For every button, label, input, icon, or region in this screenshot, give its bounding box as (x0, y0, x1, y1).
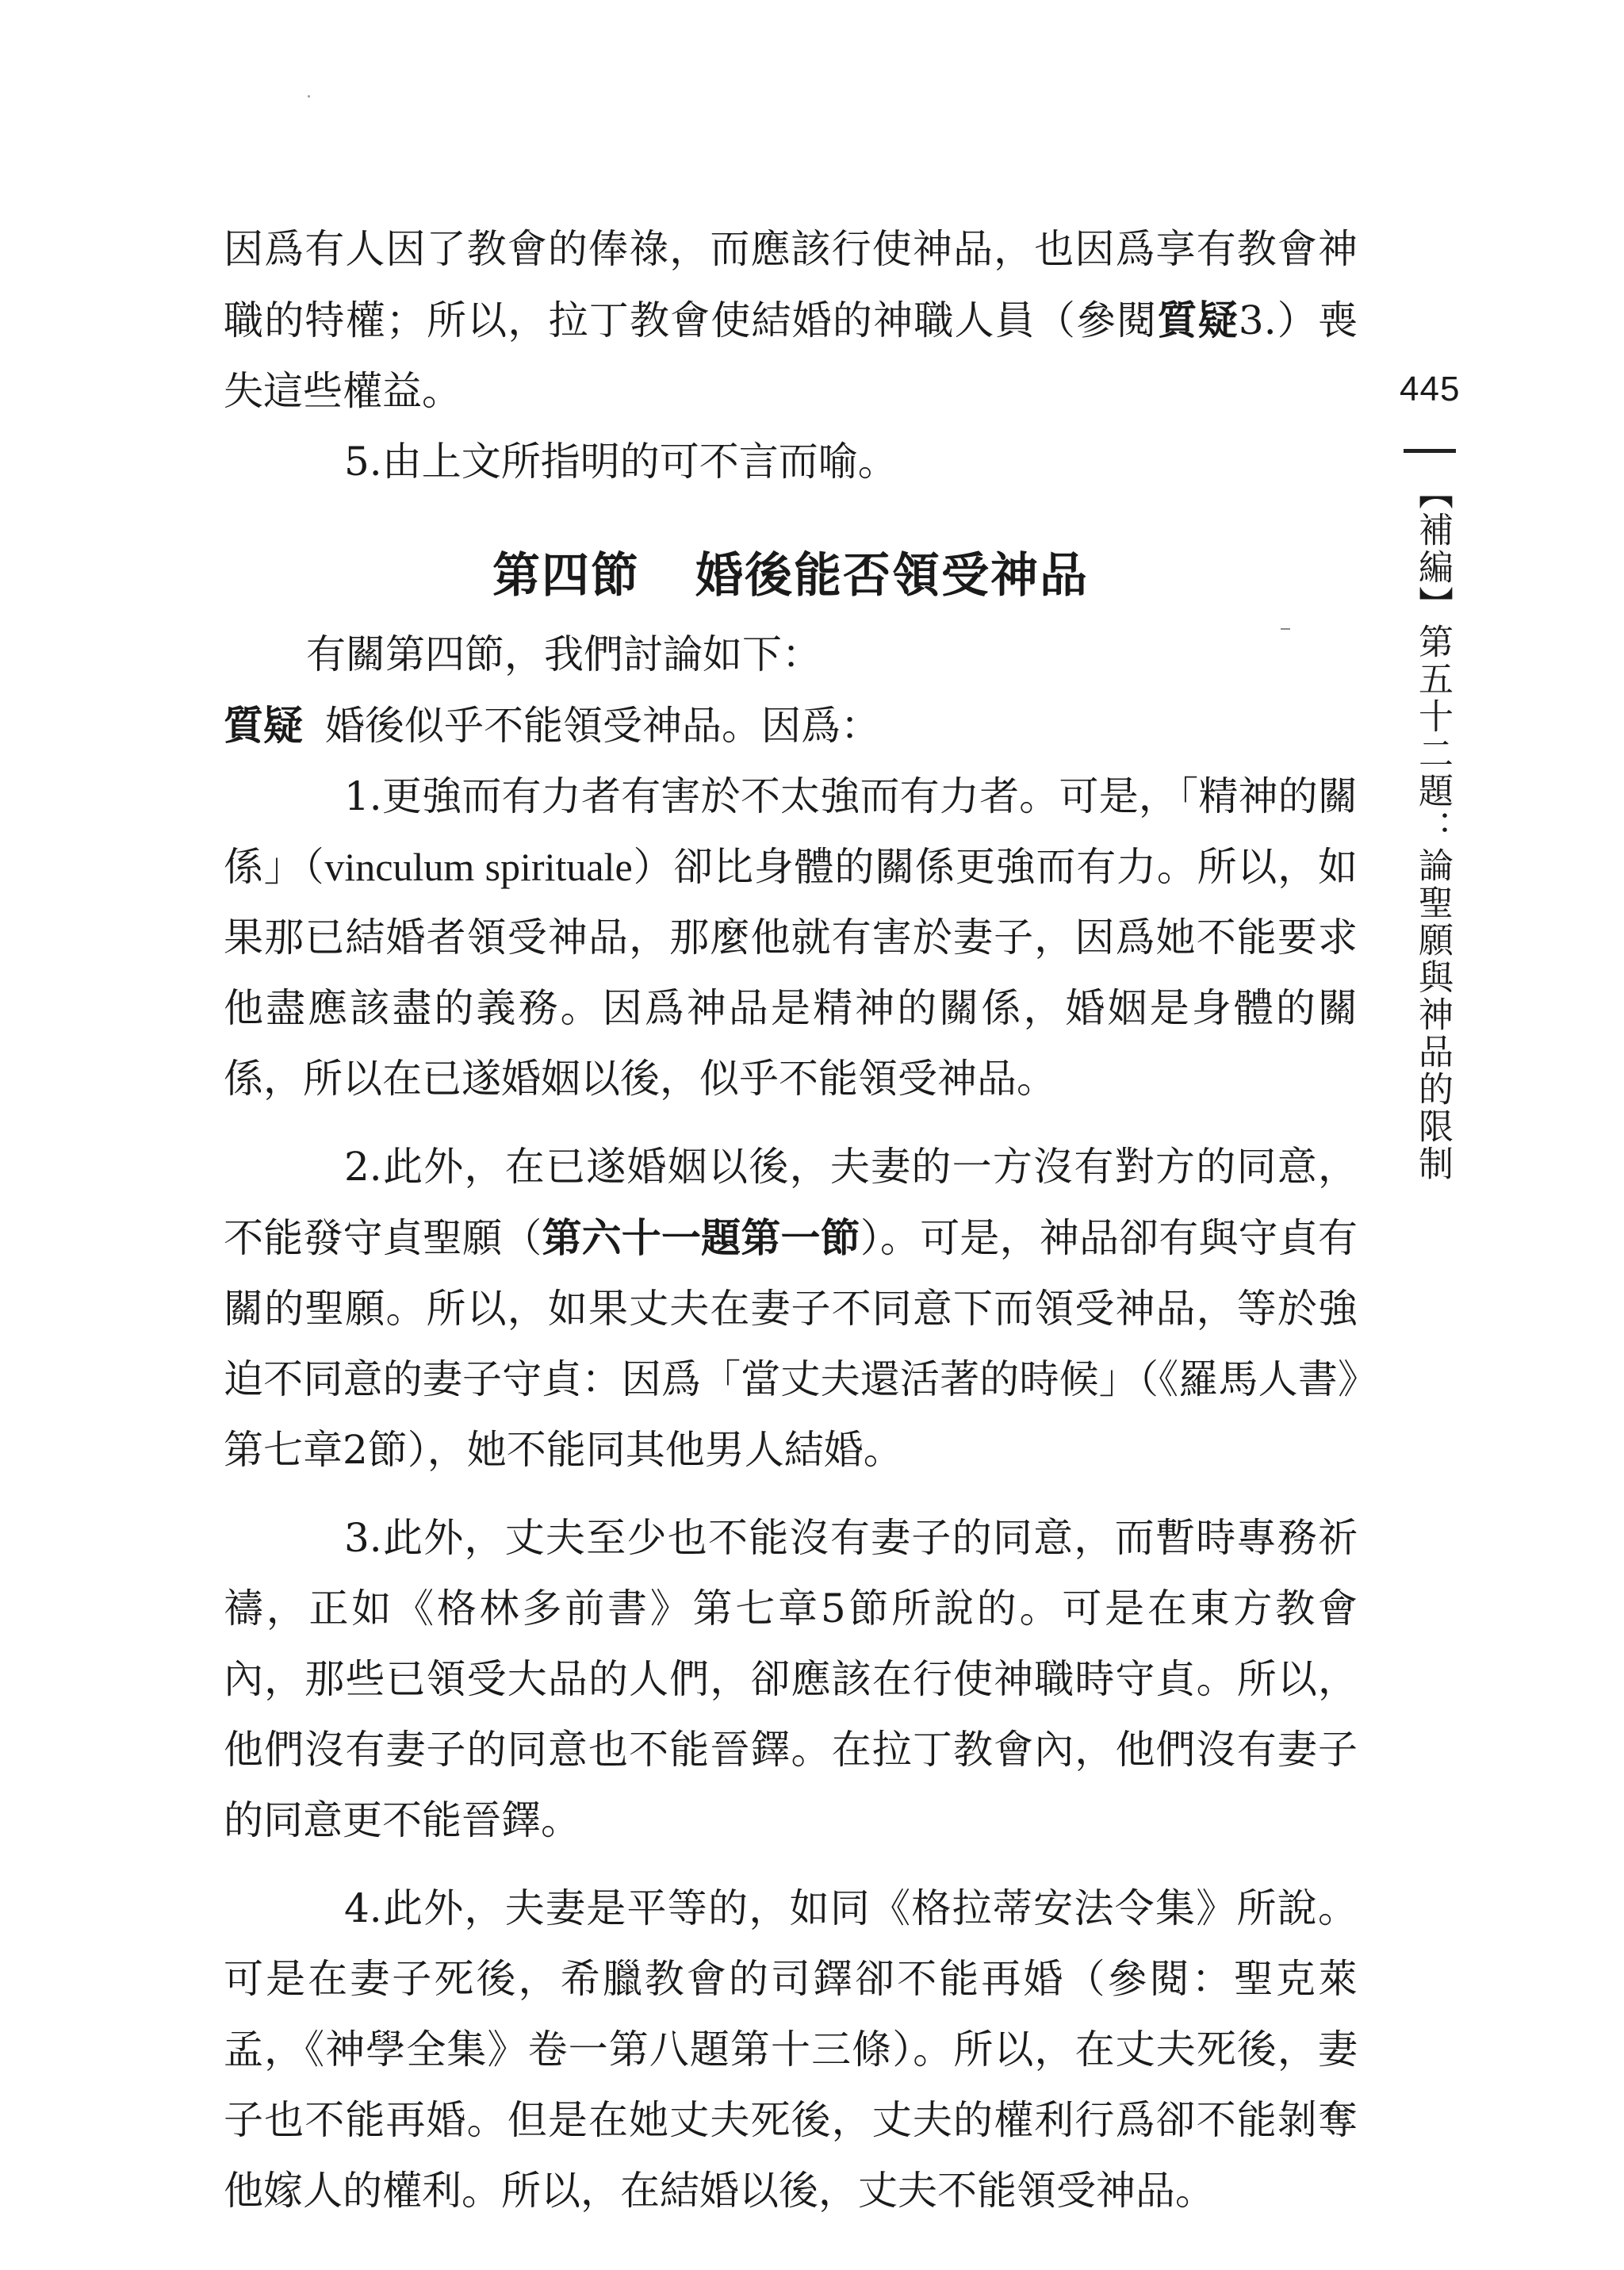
header-rule (1404, 449, 1456, 453)
arg2-bold-ref: 第六十一題第一節 (542, 1214, 860, 1261)
main-text (224, 214, 1358, 2226)
argument-2 (224, 1132, 1358, 1486)
argument-1 (224, 761, 1358, 1114)
section-number: 第四節 (492, 548, 640, 604)
scan-speck (308, 95, 310, 98)
argument-3: 3.此外，丈夫至少也不能沒有妻子的同意，而暫時專務祈禱，正如《格林多前書》第七章5節所說的。可是在東方教會內，那些已領受大品的人們，卻應該在行使神職時守貞。所以，他們沒有妻子的同意也不能晉鐸。在拉丁教會內，他們沒有妻子的同意更不能晉鐸。 (224, 1515, 1358, 1843)
section-title: 婚後能否領受神品 (695, 548, 1089, 604)
running-header: 【補編】第五十二題：論聖願與神品的限制 (1412, 474, 1453, 1183)
p1-text: 因爲有人因了教會的俸祿，而應該行使神品，也因爲享有教會神職的特權；所以，拉丁教會使結婚的神職人員（參閱 (224, 226, 1358, 343)
arg1-start: 1.更強而有力者有害於不太強而有力者。可是，「精神的關係」（ (224, 773, 1358, 890)
paragraph-continued (224, 214, 1358, 427)
question-label: 質疑 (224, 702, 303, 749)
arg1-latin: vinculum spirituale (324, 845, 633, 889)
section-heading (224, 532, 1358, 619)
arg2-start: 2.此外，在已遂婚姻以後，夫妻的一方沒有對方的同意，不能發守貞聖願（ (224, 1144, 1358, 1261)
arg2-end: ）。可是，神品卻有與守貞有關的聖願。所以，如果丈夫在妻子不同意下而領受神品，等於強迫不同意的妻子守貞：因爲「當丈夫還活著的時候」（《羅馬人書》第七章2節），她不能同其他男人結婚。 (224, 1215, 1358, 1473)
question-text: 婚後似乎不能領受神品。因爲： (325, 703, 880, 749)
p1-tail: 3.）喪失這些權益。 (224, 297, 1358, 414)
arg1-end: ）卻比身體的關係更強而有力。所以，如果那已結婚者領受神品，那麼他就有害於妻子，因爲她不能要求他盡應該盡的義務。因爲神品是精神的關係，婚姻是身體的關係，所以在已遂婚姻以後，似乎不能領受神品。 (224, 844, 1358, 1102)
argument-4: 4.此外，夫妻是平等的，如同《格拉蒂安法令集》所說。可是在妻子死後，希臘教會的司鐸卻不能再婚（參閱：聖克萊孟，《神學全集》卷一第八題第十三條）。所以，在丈夫死後，妻子也不能再婚。但是在她丈夫死後，丈夫的權利行爲卻不能剝奪他嫁人的權利。所以，在結婚以後，丈夫不能領受神品。 (224, 1885, 1358, 2214)
section-intro: 有關第四節，我們討論如下： (306, 631, 822, 677)
question-line (224, 690, 1358, 761)
page-number: 445 (1400, 370, 1461, 408)
p1-bold-ref: 質疑 (1157, 297, 1239, 343)
paragraph-5: 5.由上文所指明的可不言而喻。 (344, 439, 898, 485)
